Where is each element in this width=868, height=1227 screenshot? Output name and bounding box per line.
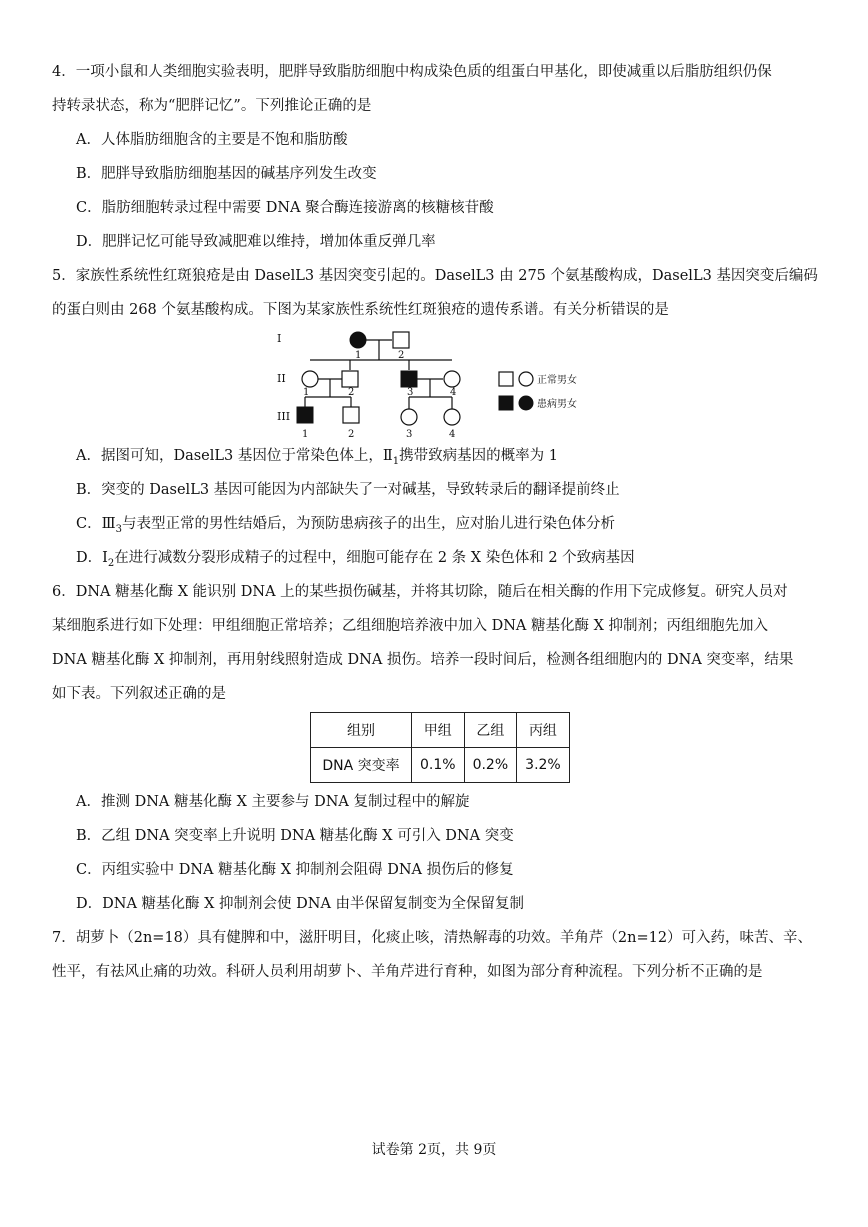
pedigree-num: 4 [449, 429, 456, 440]
q6-option-b: B．乙组 DNA 突变率上升说明 DNA 糖基化酶 X 可引入 DNA 突变 [76, 828, 514, 844]
table-header-cell: 甲组 [412, 713, 465, 748]
pedigree-gen-label-2: II [277, 372, 286, 385]
q7-stem-line1: 7．胡萝卜（2n=18）具有健脾和中，滋肝明目，化痰止咳，清热解毒的功效。羊角芹（2n=12）可入药，味苦、辛、 [52, 930, 813, 946]
pedigree-iii2-normal-male [343, 407, 359, 423]
q4-option-a: A．人体脂肪细胞含的主要是不饱和脂肪酸 [76, 132, 348, 148]
q6-stem-line4: 如下表。下列叙述正确的是 [52, 686, 226, 702]
pedigree-num: 1 [355, 350, 362, 361]
q6-option-c: C．丙组实验中 DNA 糖基化酶 X 抑制剂会阻碍 DNA 损伤后的修复 [76, 862, 514, 878]
q4-option-d: D．肥胖记忆可能导致减肥难以维持，增加体重反弹几率 [76, 234, 436, 250]
q4-option-c: C．脂肪细胞转录过程中需要 DNA 聚合酶连接游离的核糖核苷酸 [76, 200, 494, 216]
pedigree-ii3-affected-male [401, 371, 417, 387]
q5-option-d: D．$I_2$在进行减数分裂形成精子的过程中，细胞可能存在 2 条 X 染色体和 2 个致病基因 [76, 550, 635, 569]
legend-affected-label: 患病男女 [537, 399, 577, 410]
table-row [311, 748, 570, 783]
q4-stem-line2: 持转录状态，称为“肥胖记忆”。下列推论正确的是 [52, 98, 372, 114]
pedigree-num: 4 [450, 387, 457, 398]
q6-option-d: D．DNA 糖基化酶 X 抑制剂会使 DNA 由半保留复制变为全保留复制 [76, 896, 525, 912]
pedigree-num: 1 [302, 429, 309, 440]
pedigree-iii4-normal-female [444, 409, 460, 425]
table-header-cell: 组别 [311, 713, 412, 748]
q5-stem-line2: 的蛋白则由 268 个氨基酸构成。下图为某家族性系统性红斑狼疮的遗传系谱。有关分析错误的是 [52, 302, 669, 318]
table-header-cell: 乙组 [464, 713, 517, 748]
pedigree-i2-normal-male [393, 332, 409, 348]
pedigree-num: 3 [406, 429, 413, 440]
pedigree-num: 2 [348, 387, 355, 398]
q4-option-b: B．肥胖导致脂肪细胞基因的碱基序列发生改变 [76, 166, 377, 182]
q6-stem-line1: 6．DNA 糖基化酶 X 能识别 DNA 上的某些损伤碱基，并将其切除，随后在相关酶的作用下完成修复。研究人员对 [52, 584, 788, 600]
pedigree-ii1-normal-female [302, 371, 318, 387]
legend-normal-male [499, 372, 513, 386]
q5-option-a: A．据图可知，DaselL3 基因位于常染色体上，$Ⅱ_1$携带致病基因的概率为 1 [76, 448, 558, 467]
legend-affected-male [499, 396, 513, 410]
legend-normal-female [519, 372, 533, 386]
pedigree-iii3-normal-female [401, 409, 417, 425]
q6-stem-line2: 某细胞系进行如下处理：甲组细胞正常培养；乙组细胞培养液中加入 DNA 糖基化酶 X 抑制剂；丙组细胞先加入 [52, 618, 769, 634]
q6-stem-line3: DNA 糖基化酶 X 抑制剂，再用射线照射造成 DNA 损伤。培养一段时间后，检测各组细胞内的 DNA 突变率，结果 [52, 652, 794, 668]
pedigree-iii1-affected-male [297, 407, 313, 423]
legend-affected-female [519, 396, 533, 410]
pedigree-num: 2 [398, 350, 405, 361]
q7-stem-line2: 性平，有祛风止痛的功效。科研人员利用胡萝卜、羊角芹进行育种，如图为部分育种流程。下列分析不正确的是 [52, 964, 763, 980]
q5-stem-line1: 5．家族性系统性红斑狼疮是由 DaselL3 基因突变引起的。DaselL3 由 275 个氨基酸构成，DaselL3 基因突变后编码 [52, 268, 818, 284]
table-header-cell: 丙组 [517, 713, 570, 748]
table-cell: 0.1% [412, 748, 465, 783]
q5-option-b: B．突变的 DaselL3 基因可能因为内部缺失了一对碱基，导致转录后的翻译提前终止 [76, 482, 620, 498]
q4-stem-line1: 4．一项小鼠和人类细胞实验表明，肥胖导致脂肪细胞中构成染色质的组蛋白甲基化，即使减重以后脂肪组织仍保 [52, 64, 772, 80]
mutation-rate-table [310, 712, 570, 783]
pedigree-i1-affected-female [350, 332, 366, 348]
pedigree-ii4-normal-female [444, 371, 460, 387]
pedigree-num: 3 [407, 387, 414, 398]
table-cell: 3.2% [517, 748, 570, 783]
table-cell: DNA 突变率 [311, 748, 412, 783]
pedigree-gen-label-1: I [277, 332, 282, 345]
legend-normal-label: 正常男女 [537, 375, 577, 386]
q5-option-c: C．$Ⅲ_3$与表型正常的男性结婚后，为预防患病孩子的出生，应对胎儿进行染色体分析 [76, 516, 615, 535]
page-footer: 试卷第 2页，共 9页 [371, 1142, 497, 1158]
q6-option-a: A．推测 DNA 糖基化酶 X 主要参与 DNA 复制过程中的解旋 [76, 794, 470, 810]
pedigree-diagram [275, 322, 615, 442]
pedigree-num: 2 [348, 429, 355, 440]
table-row [311, 713, 570, 748]
pedigree-gen-label-3: III [277, 410, 291, 423]
pedigree-num: 1 [303, 387, 310, 398]
table-cell: 0.2% [464, 748, 517, 783]
pedigree-ii2-normal-male [342, 371, 358, 387]
